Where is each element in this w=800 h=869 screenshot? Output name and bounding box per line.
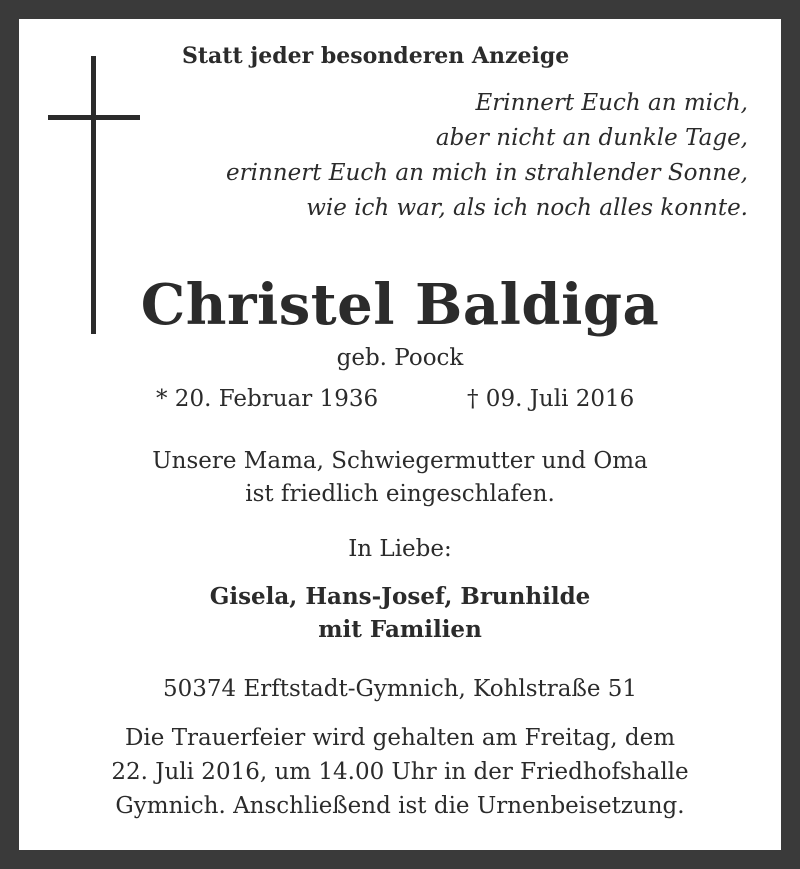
poem-line-3: erinnert Euch an mich in strahlender Sonne, [226, 160, 748, 186]
message-line-1: Unsere Mama, Schwiegermutter und Oma [152, 448, 648, 474]
ceremony-line-2: 22. Juli 2016, um 14.00 Uhr in der Friedhofshalle [111, 759, 689, 785]
ceremony-line-1: Die Trauerfeier wird gehalten am Freitag, dem [124, 725, 676, 751]
notice-header: Statt jeder besonderen Anzeige [182, 43, 570, 69]
death-date: † 09. Juli 2016 [467, 386, 635, 412]
in-love-label: In Liebe: [348, 536, 452, 562]
birth-date: * 20. Februar 1936 [156, 386, 379, 412]
deceased-name: Christel Baldiga [140, 272, 660, 338]
poem-line-2: aber nicht an dunkle Tage, [435, 125, 748, 151]
address: 50374 Erftstadt-Gymnich, Kohlstraße 51 [162, 676, 638, 702]
poem-line-4: wie ich war, als ich noch alles konnte. [306, 195, 748, 221]
family-line-2: mit Familien [318, 616, 482, 643]
maiden-name: geb. Poock [336, 345, 464, 371]
poem-line-1: Erinnert Euch an mich, [475, 90, 748, 116]
ceremony-line-3: Gymnich. Anschließend ist die Urnenbeisetzung. [115, 793, 685, 819]
family-line-1: Gisela, Hans-Josef, Brunhilde [209, 583, 591, 610]
message-line-2: ist friedlich eingeschlafen. [245, 481, 555, 507]
cross-icon-horizontal [48, 115, 140, 120]
